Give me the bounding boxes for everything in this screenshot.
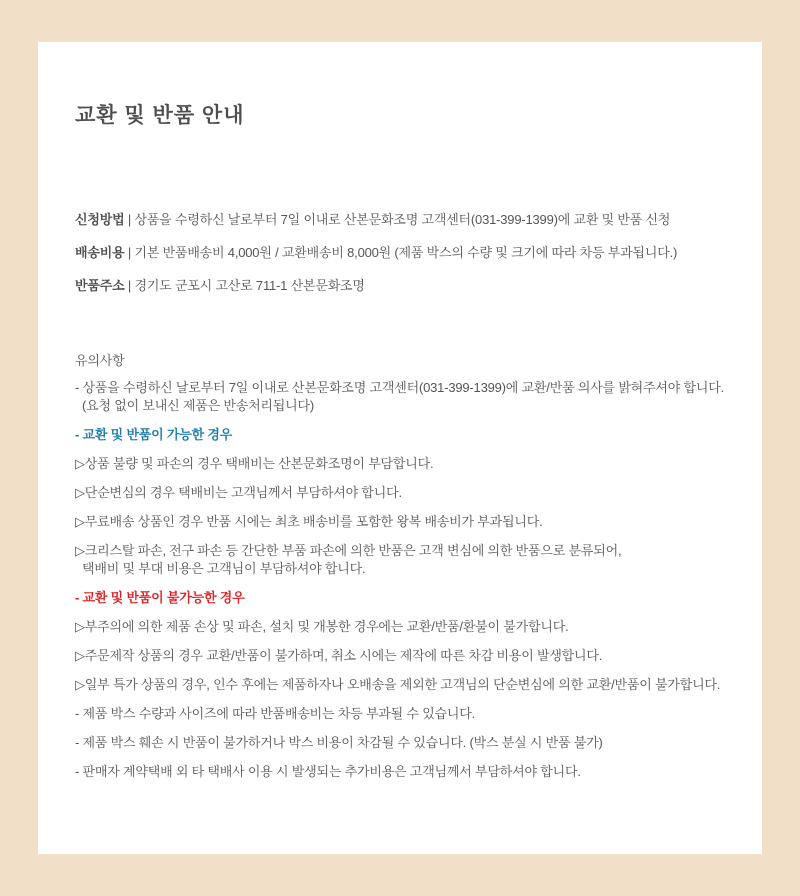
notice-subheading-exchange-impossible: - 교환 및 반품이 불가능한 경우	[75, 590, 245, 605]
info-text-return-address: 경기도 군포시 고산로 711-1 산본문화조명	[134, 278, 365, 293]
separator: |	[127, 212, 132, 227]
notice-item	[75, 379, 732, 415]
separator: |	[127, 245, 132, 260]
notice-item: - 판매자 계약택배 외 타 택배사 이용 시 발생되는 추가비용은 고객님께서 부담하셔야 합니다.	[75, 764, 581, 779]
notice-section	[75, 351, 732, 781]
info-text-shipping-cost: 기본 반품배송비 4,000원 / 교환배송비 8,000원 (제품 박스의 수량 및 크기에 따라 차등 부과됩니다.)	[134, 245, 678, 260]
info-text-apply-method: 상품을 수령하신 날로부터 7일 이내로 산본문화조명 고객센터(031-399-1399)에 교환 및 반품 신청	[134, 212, 671, 227]
notice-item-text: ▷크리스탈 파손, 전구 파손 등 간단한 부품 파손에 의한 반품은 고객 변심에 의한 반품으로 분류되어,	[75, 543, 622, 558]
notice-item: ▷단순변심의 경우 택배비는 고객님께서 부담하셔야 합니다.	[75, 485, 402, 500]
page-title: 교환 및 반품 안내	[75, 104, 245, 127]
notice-item: - 제품 박스 훼손 시 반품이 불가하거나 박스 비용이 차감될 수 있습니다. (박스 분실 시 반품 불가)	[75, 735, 603, 750]
notice-heading: 유의사항	[75, 353, 125, 368]
notice-subheading-exchange-possible: - 교환 및 반품이 가능한 경우	[75, 427, 233, 442]
notice-item: - 제품 박스 수량과 사이즈에 따라 반품배송비는 차등 부과될 수 있습니다.	[75, 706, 476, 721]
info-line-return-address	[75, 276, 732, 295]
notice-item: ▷일부 특가 상품의 경우, 인수 후에는 제품하자나 오배송을 제외한 고객님의 단순변심에 의한 교환/반품이 불가합니다.	[75, 677, 721, 692]
notice-item: ▷상품 불량 및 파손의 경우 택배비는 산본문화조명이 부담합니다.	[75, 456, 434, 471]
info-label-apply-method: 신청방법	[75, 212, 125, 227]
notice-item-text: - 상품을 수령하신 날로부터 7일 이내로 산본문화조명 고객센터(031-399-1399)에 교환/반품 의사를 밝혀주셔야 합니다.	[75, 380, 725, 395]
info-label-shipping-cost: 배송비용	[75, 245, 125, 260]
notice-item: ▷부주의에 의한 제품 손상 및 파손, 설치 및 개봉한 경우에는 교환/반품/환불이 불가합니다.	[75, 619, 569, 634]
notice-item	[75, 542, 732, 578]
notice-item: ▷무료배송 상품인 경우 반품 시에는 최초 배송비를 포함한 왕복 배송비가 부과됩니다.	[75, 514, 543, 529]
notice-item-text-line2: (요청 없이 보내신 제품은 반송처리됩니다)	[82, 398, 314, 413]
notice-item-text-line2: 택배비 및 부대 비용은 고객님이 부담하셔야 합니다.	[82, 561, 366, 576]
info-line-apply-method	[75, 210, 732, 229]
info-line-shipping-cost	[75, 243, 732, 262]
content-card	[38, 42, 762, 854]
info-label-return-address: 반품주소	[75, 278, 125, 293]
info-section	[75, 210, 732, 295]
notice-item: ▷주문제작 상품의 경우 교환/반품이 불가하며, 취소 시에는 제작에 따른 차감 비용이 발생합니다.	[75, 648, 603, 663]
separator: |	[127, 278, 132, 293]
